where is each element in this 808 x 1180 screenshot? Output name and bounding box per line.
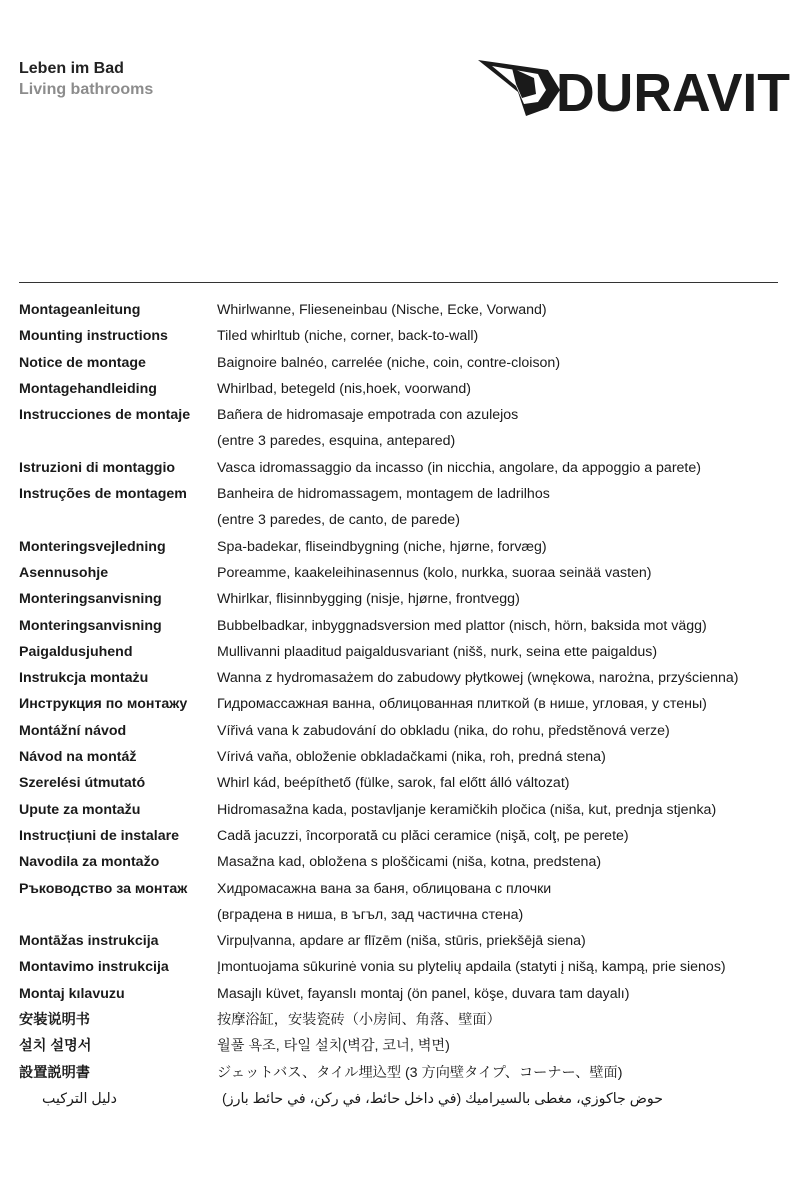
entry-pl xyxy=(19,665,789,691)
entry-label: Paigaldusjuhend xyxy=(19,643,133,660)
entry-label: Szerelési útmutató xyxy=(19,775,146,792)
entry-description: Įmontuojama sūkurinė vonia su plytelių apdaila (statyti į nišą, kampą, prie sienos) xyxy=(217,959,726,976)
entry-description: Vírivá vaňa, obloženie obkladačkami (nika, roh, predná stena) xyxy=(217,749,606,766)
entry-description: Virpuļvanna, apdare ar flīzēm (niša, stūris, priekšējā siena) xyxy=(217,933,586,950)
entry-label: Montageanleitung xyxy=(19,302,141,318)
entry-da xyxy=(19,534,789,560)
entry-description: Bañera de hidromasaje empotrada con azulejos (entre 3 paredes, esquina, antepared) xyxy=(217,407,519,450)
entry-description: حوض جاكوزي، مغطى بالسيراميك (في داخل حائط، في ركن، في حائط بارز) xyxy=(222,1090,663,1107)
entry-ar xyxy=(19,1086,789,1112)
entry-label: 安装说明书 xyxy=(19,1012,90,1029)
entry-label: Notice de montage xyxy=(19,354,146,371)
entry-ru xyxy=(19,691,789,717)
entry-sl xyxy=(19,849,789,875)
entry-en xyxy=(19,323,789,349)
entry-label: Montážní návod xyxy=(19,722,127,739)
entry-description: Whirl kád, beépíthető (fülke, sarok, fal előtt álló változat) xyxy=(217,775,570,792)
entry-hu xyxy=(19,770,789,796)
rocket-mark-icon xyxy=(478,60,560,116)
entry-label: Asennusohje xyxy=(19,564,109,581)
entry-description: Vasca idromassaggio da incasso (in nicchia, angolare, da appoggio a parete) xyxy=(217,459,701,476)
entry-fi xyxy=(19,560,789,586)
entry-description: Mullivanni plaaditud paigaldusvariant (nišš, nurk, seina ette paigaldus) xyxy=(217,643,658,660)
entry-cs xyxy=(19,718,789,744)
entry-de xyxy=(19,297,789,323)
entry-label: Mounting instructions xyxy=(19,328,168,345)
entry-es xyxy=(19,402,789,455)
entry-description: Poreamme, kaakeleihinasennus (kolo, nurkka, suoraa seinää vasten) xyxy=(217,564,652,581)
entry-description: Wanna z hydromasażem do zabudowy płytkowej (wnękowa, narożna, przyścienna) xyxy=(217,670,739,687)
entry-label: Návod na montáž xyxy=(19,749,137,766)
entry-label: Instrucțiuni de instalare xyxy=(19,827,180,844)
entry-label: Montavimo instrukcija xyxy=(19,959,169,976)
entry-description: Masajlı küvet, fayanslı montaj (ön panel, köşe, duvara tam dayalı) xyxy=(217,985,630,1002)
entry-description: Tiled whirltub (niche, corner, back-to-wall) xyxy=(217,328,479,345)
entry-label: Instrucciones de montaje xyxy=(19,407,191,424)
entry-description: Baignoire balnéo, carrelée (niche, coin, contre-cloison) xyxy=(217,354,561,371)
instructions-list xyxy=(19,297,789,1112)
entry-it xyxy=(19,455,789,481)
entry-fr xyxy=(19,350,789,376)
entry-label: Instrukcja montażu xyxy=(19,670,149,687)
entry-description: 월풀 욕조, 타일 설치(벽감, 코너, 벽면) xyxy=(217,1038,450,1055)
entry-et xyxy=(19,639,789,665)
entry-no xyxy=(19,586,789,612)
entry-label: 設置説明書 xyxy=(19,1064,90,1081)
entry-zh xyxy=(19,1007,789,1033)
entry-ro xyxy=(19,823,789,849)
duravit-logo xyxy=(476,44,792,124)
entry-label: Instruções de montagem xyxy=(19,486,187,503)
entry-sk xyxy=(19,744,789,770)
entry-label: Upute za montažu xyxy=(19,801,141,818)
entry-pt xyxy=(19,481,789,534)
entry-description: Cadă jacuzzi, încorporată cu plăci ceramice (nişă, colţ, pe perete) xyxy=(217,827,629,844)
logo-wordmark: DURAVIT xyxy=(556,63,791,123)
entry-ja xyxy=(19,1060,789,1086)
entry-ko xyxy=(19,1033,789,1059)
entry-label: Monteringsanvisning xyxy=(19,591,162,608)
entry-description: Гидромассажная ванна, облицованная плиткой (в нише, угловая, у стены) xyxy=(217,696,707,713)
entry-description: Whirlkar, flisinnbygging (nisje, hjørne, frontvegg) xyxy=(217,591,520,608)
tagline-german: Leben im Bad xyxy=(19,60,124,77)
entry-nl xyxy=(19,376,789,402)
entry-label: Istruzioni di montaggio xyxy=(19,459,176,476)
entry-lt xyxy=(19,954,789,980)
brand-tagline xyxy=(19,58,153,100)
entry-description: Hidromasažna kada, postavljanje keramičkih pločica (niša, kut, prednja stjenka) xyxy=(217,801,717,818)
entry-label: Ръководство за монтаж xyxy=(19,880,188,897)
entry-label: Montaj kılavuzu xyxy=(19,985,125,1002)
entry-label: دليل التركيب xyxy=(42,1090,117,1107)
entry-description: Хидромасажна вана за баня, облицована с плочки (вградена в ниша, в ъгъл, зад частична стена) xyxy=(217,880,552,923)
entry-description: Spa-badekar, fliseindbygning (niche, hjørne, forvæg) xyxy=(217,538,547,555)
entry-description: Whirlbad, betegeld (nis,hoek, voorwand) xyxy=(217,380,471,397)
entry-lv xyxy=(19,928,789,954)
entry-description: Bubbelbadkar, inbyggnadsversion med plattor (nisch, hörn, baksida mot vägg) xyxy=(217,617,707,634)
entry-description: 按摩浴缸，安装瓷砖（小房间、角落、壁面） xyxy=(217,1012,501,1029)
entry-label: Инструкция по монтажу xyxy=(19,696,188,713)
entry-description: Vířivá vana k zabudování do obkladu (nika, do rohu, předstěnová verze) xyxy=(217,722,670,739)
tagline-english: Living bathrooms xyxy=(19,81,154,98)
entry-label: Monteringsvejledning xyxy=(19,538,166,555)
entry-label: Montagehandleiding xyxy=(19,380,157,397)
entry-description: Whirlwanne, Flieseneinbau (Nische, Ecke, Vorwand) xyxy=(217,302,547,318)
entry-description: Banheira de hidromassagem, montagem de ladrilhos (entre 3 paredes, de canto, de parede) xyxy=(217,486,550,529)
entry-label: 설치 설명서 xyxy=(19,1038,92,1055)
entry-label: Navodila za montažo xyxy=(19,854,160,871)
entry-description: ジェットバス、タイル埋込型 (3 方向壁タイプ、コーナー、壁面) xyxy=(217,1064,623,1081)
entry-label: Monteringsanvisning xyxy=(19,617,162,634)
entry-bg xyxy=(19,876,789,929)
entry-label: Montāžas instrukcija xyxy=(19,933,159,950)
entry-tr xyxy=(19,981,789,1007)
entry-hr xyxy=(19,797,789,823)
header-divider xyxy=(19,282,778,283)
entry-sv xyxy=(19,613,789,639)
entry-description: Masažna kad, obložena s ploščicami (niša, kotna, predstena) xyxy=(217,854,602,871)
